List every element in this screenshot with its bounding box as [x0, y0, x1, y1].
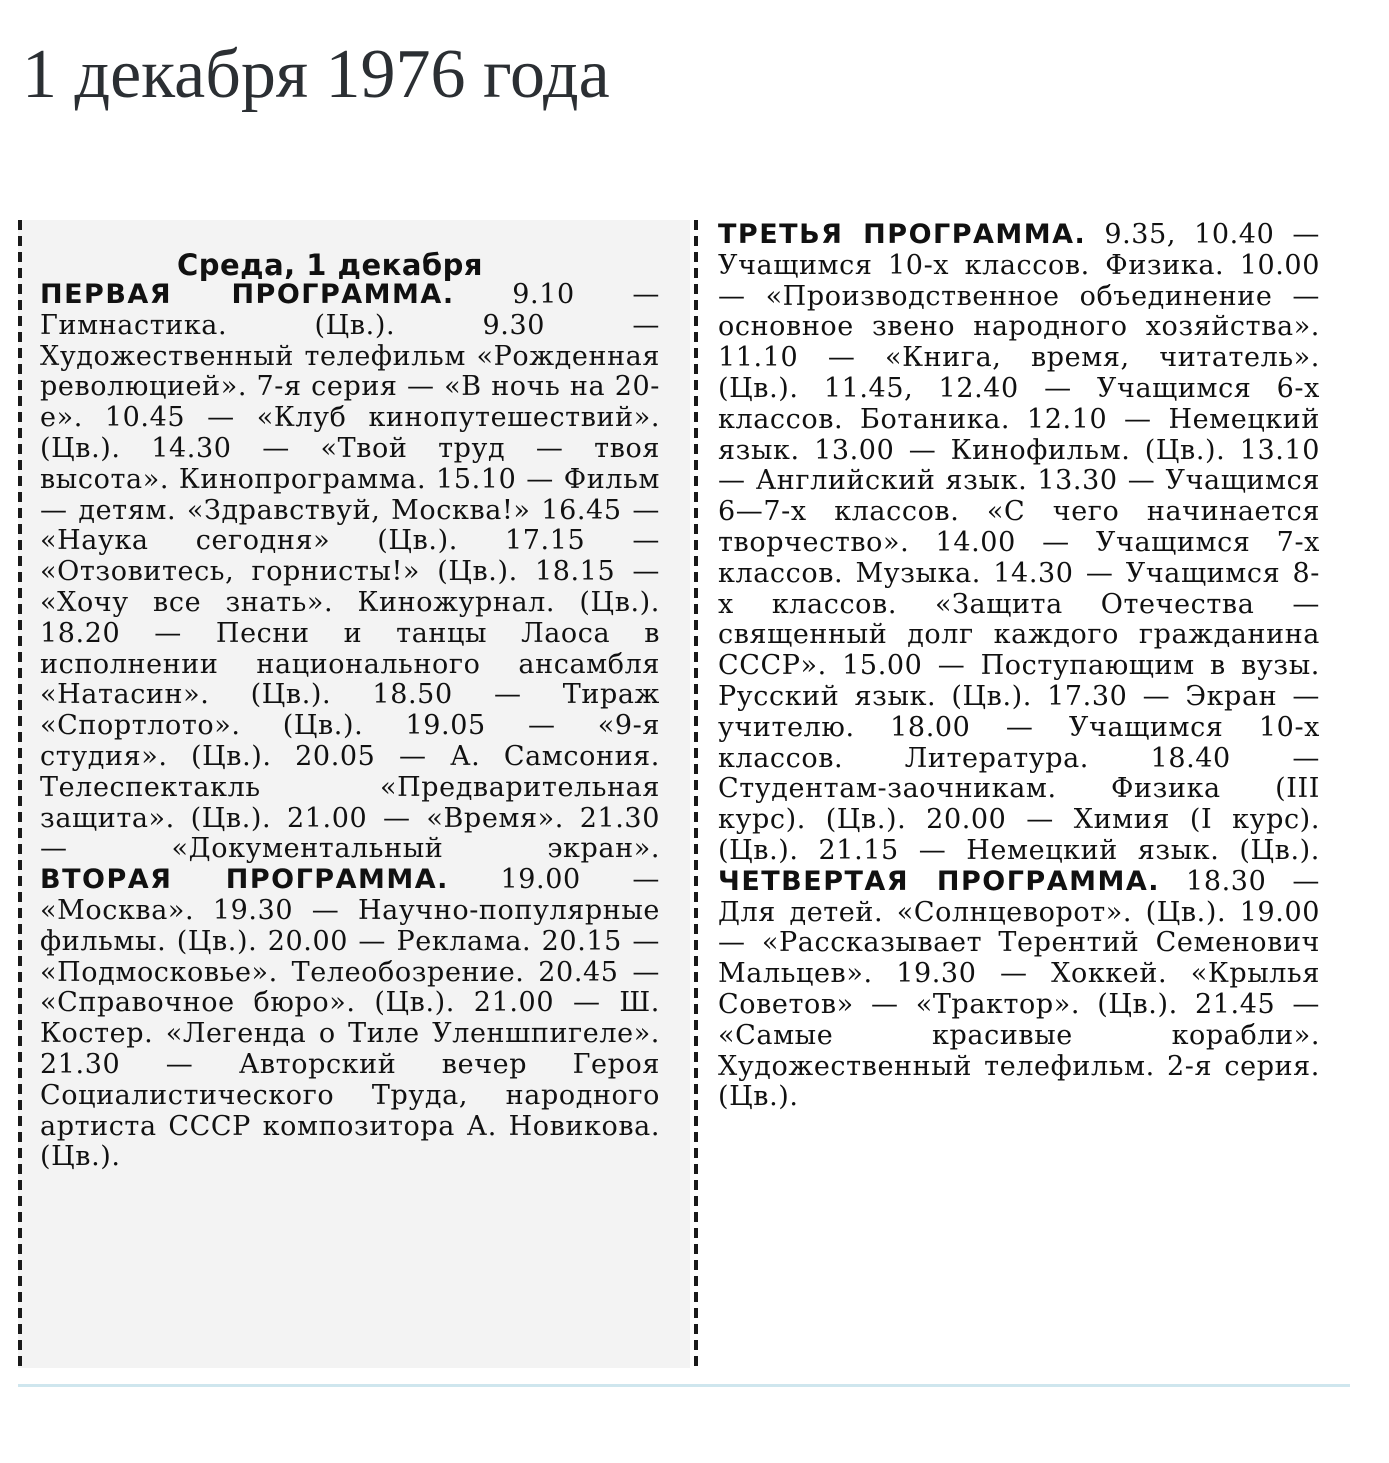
third-program-heading: ТРЕТЬЯ ПРОГРАММА.: [718, 219, 1087, 250]
second-program-block: [40, 865, 660, 1173]
fourth-program-heading: ЧЕТВЕРТАЯ ПРОГРАММА.: [718, 865, 1160, 897]
first-program-heading: ПЕРВАЯ ПРОГРАММА.: [40, 279, 455, 310]
clipping-left-column: [18, 220, 690, 1368]
second-program-heading: ВТОРАЯ ПРОГРАММА.: [40, 864, 449, 896]
day-heading: Среда, 1 декабря: [176, 248, 484, 282]
second-program-text: 19.00 — «Москва». 19.30 — Научно-популярные фильмы. (Цв.). 20.00 — Реклама. 20.15 — «Подмосковье». Телеобозрение. 20.45 — «Справочное бюро». (Цв.). 21.00 — Ш. Костер. «Легенда о Тиле Уленшпигеле». 21.30 — Авторский вечер Героя Социалистического Труда, народного артиста СССР композитора А. Новикова. (Цв.).: [40, 864, 661, 1173]
fourth-program-block: [718, 867, 1320, 1113]
bottom-divider: [18, 1384, 1350, 1387]
third-program-text: 9.35, 10.40 — Учащимся 10-х классов. Физика. 10.00 — «Производственное объединение — основное звено народного хозяйства». 11.10 — «Книга, время, читатель». (Цв.). 11.45, 12.40 — Учащимся 6-х классов. Ботаника. 12.10 — Немецкий язык. 13.00 — Кинофильм. (Цв.). 13.10 — Английский язык. 13.30 — Учащимся 6—7-х классов. «С чего начинается творчество». 14.00 — Учащимся 7-х классов. Музыка. 14.30 — Учащимся 8-х классов. «Защита Отечества — священный долг каждого гражданина СССР». 15.00 — Поступающим в вузы. Русский язык. (Цв.). 17.30 — Экран — учителю. 18.00 — Учащимся 10-х классов. Литература. 18.40 — Студентам-заочникам. Физика (III курс). (Цв.). 20.00 — Химия (I курс). (Цв.). 21.15 — Немецкий язык. (Цв.).: [718, 219, 1320, 866]
first-program-block: [40, 280, 660, 865]
third-program-block: [718, 220, 1320, 867]
newspaper-clipping: [18, 220, 1350, 1368]
first-program-text: 9.10 — Гимнастика. (Цв.). 9.30 — Художественный телефильм «Рожденная революцией». 7-я серия — «В ночь на 20-е». 10.45 — «Клуб кинопутешествий». (Цв.). 14.30 — «Твой труд — твоя высота». Кинопрограмма. 15.10 — Фильм — детям. «Здравствуй, Москва!» 16.45 — «Наука сегодня» (Цв.). 17.15 — «Отзовитесь, горнисты!» (Цв.). 18.15 — «Хочу все знать». Киножурнал. (Цв.). 18.20 — Песни и танцы Лаоса в исполнении национального ансамбля «Натасин». (Цв.). 18.50 — Тираж «Спортлото». (Цв.). 19.05 — «9-я студия». (Цв.). 20.05 — А. Самсония. Телеспектакль «Предварительная защита». (Цв.). 21.00 — «Время». 21.30 — «Документальный экран».: [40, 279, 660, 865]
fourth-program-text: 18.30 — Для детей. «Солнцеворот». (Цв.). 19.00 — «Рассказывает Терентий Семенович Мальцев». 19.30 — Хоккей. «Крылья Советов» — «Трактор». (Цв.). 21.45 — «Самые красивые корабли». Художественный телефильм. 2-я серия. (Цв.).: [718, 865, 1320, 1113]
clipping-right-column: [694, 220, 1350, 1368]
page-title: 1 декабря 1976 года: [22, 36, 610, 113]
